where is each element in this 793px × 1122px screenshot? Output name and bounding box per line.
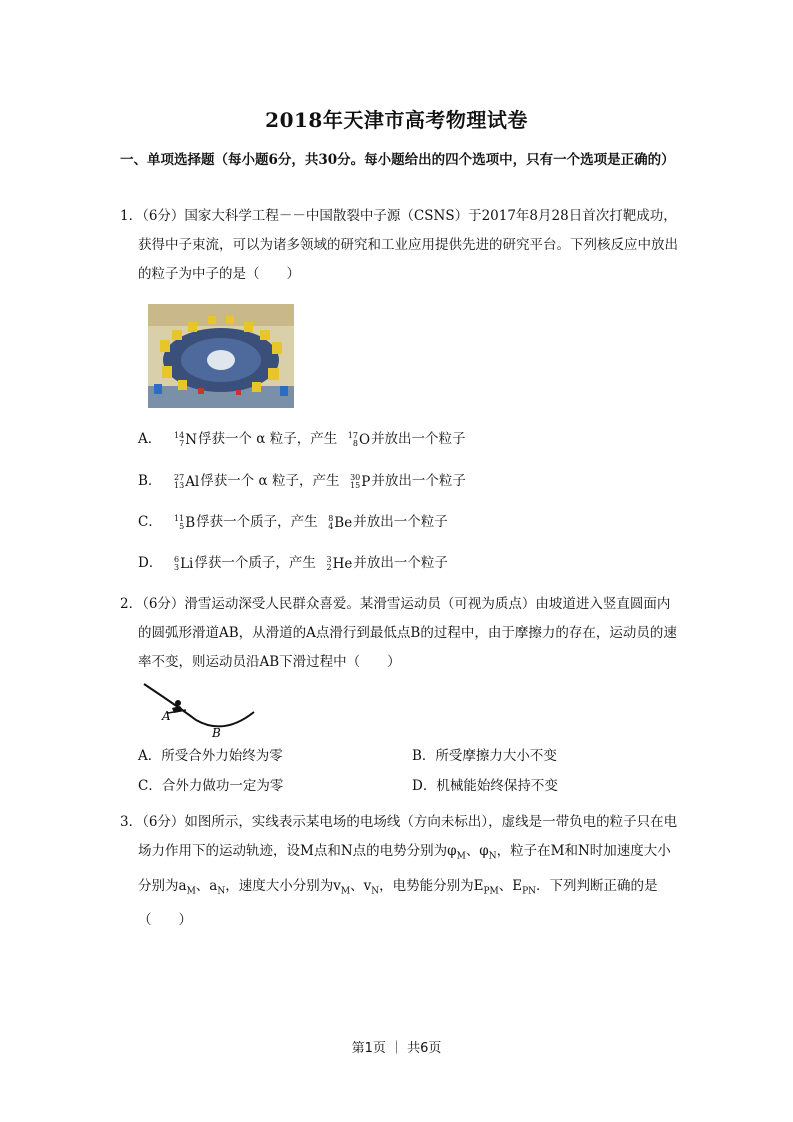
nuclide-be8: 8 4 Be <box>328 514 353 531</box>
q1-option-a[interactable] <box>138 429 466 450</box>
question-3 <box>120 808 680 935</box>
nuclide-he3: 3 2 He <box>326 555 353 572</box>
option-label: B． <box>138 473 162 489</box>
option-label: D． <box>138 555 163 571</box>
q2-option-d[interactable]: D．机械能始终保持不变 <box>412 778 558 794</box>
option-label: A． <box>138 431 162 447</box>
question-2-stem: 2．（6分）滑雪运动深受人民群众喜爱。某滑雪运动员（可视为质点）由坡道进入竖直圆面内的圆弧形滑道AB，从滑道的A点滑行到最低点B的过程中，由于摩擦力的存在，运动员的速率不变，则运动员沿AB下滑过程中（ ） <box>120 596 677 670</box>
q2-option-b[interactable]: B．所受摩擦力大小不变 <box>412 748 557 764</box>
question-2 <box>120 590 680 677</box>
page-footer: 第1页 ｜ 共6页 <box>351 1041 442 1056</box>
q1-option-d[interactable] <box>138 553 448 574</box>
option-label: C． <box>138 514 162 530</box>
option-text: 俘获一个 α 粒子，产生 <box>198 431 338 447</box>
option-text: 俘获一个质子，产生 <box>194 555 316 571</box>
q1-option-b[interactable] <box>138 471 466 492</box>
paper-title: 2018年天津市高考物理试卷 <box>265 108 528 132</box>
nuclide-al27: 27 13 Al <box>174 473 200 490</box>
q2-option-c[interactable]: C．合外力做功一定为零 <box>138 778 284 794</box>
option-text: 俘获一个 α 粒子，产生 <box>200 473 340 489</box>
section-header: 一、单项选择题（每小题6分，共30分。每小题给出的四个选项中，只有一个选项是正确的） <box>120 152 675 168</box>
nuclide-n14: 14 7 N <box>174 431 197 448</box>
question-1-stem: 1．（6分）国家大科学工程－－中国散裂中子源（CSNS）于2017年8月28日首次打靶成功，获得中子束流，可以为诸多领域的研究和工业应用提供先进的研究平台。下列核反应中放出的粒子为中子的是（ ） <box>120 208 678 282</box>
nuclide-li6: 6 3 Li <box>174 555 194 572</box>
nuclide-p30: 30 15 P <box>350 473 371 490</box>
option-text: 并放出一个粒子 <box>353 514 448 530</box>
point-a-label: A <box>162 709 171 723</box>
question-3-stem: 3．（6分）如图所示，实线表示某电场的电场线（方向未标出），虚线是一带负电的粒子只在电场力作用下的运动轨迹，设M点和N点的电势分别为$\varphi_M$、$\varphi_N$，粒子在M和N时加速度大小分别为$a_M$、$a_N$，速度大小分别为$v_M$、$v_N$，电势能分别为$E_{PM}$、$E_{PN}$．下列判断正确的是（ ） <box>120 814 678 929</box>
q1-option-c[interactable] <box>138 512 448 533</box>
point-b-label: B <box>212 726 221 740</box>
csns-photo <box>148 304 294 408</box>
option-text: 并放出一个粒子 <box>371 473 466 489</box>
option-text: 俘获一个质子，产生 <box>196 514 318 530</box>
option-text: 并放出一个粒子 <box>371 431 466 447</box>
nuclide-b11: 11 5 B <box>174 514 196 531</box>
ski-track-diagram <box>140 680 270 740</box>
question-1 <box>120 202 680 289</box>
q2-option-a[interactable]: A．所受合外力始终为零 <box>138 748 283 764</box>
option-text: 并放出一个粒子 <box>353 555 448 571</box>
nuclide-o17: 17 8 O <box>347 431 371 448</box>
